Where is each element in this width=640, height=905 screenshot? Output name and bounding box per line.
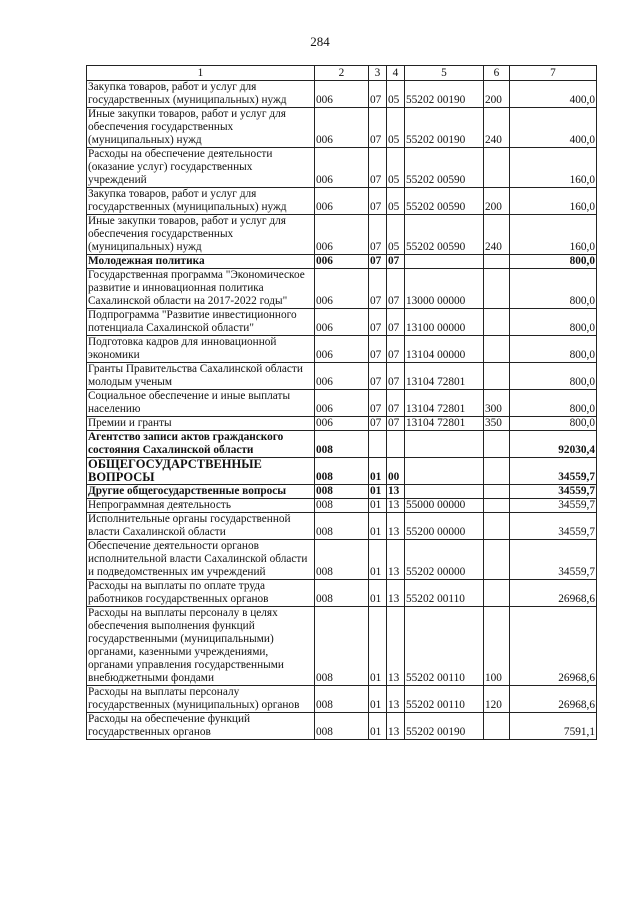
row-name-cell: ОБЩЕГОСУДАРСТВЕННЫЕ ВОПРОСЫ xyxy=(87,458,315,485)
subsection-code-cell: 07 xyxy=(387,390,405,417)
ministry-code-cell: 008 xyxy=(315,431,369,458)
target-article-cell: 55202 00590 xyxy=(405,215,484,255)
subsection-code-cell: 07 xyxy=(387,309,405,336)
amount-cell: 800,0 xyxy=(510,363,597,390)
section-code-cell: 01 xyxy=(369,607,387,686)
row-name-cell: Государственная программа "Экономическое развитие и инновационная политика Сахалинской области на 2017-2022 годы" xyxy=(87,269,315,309)
section-code-cell: 07 xyxy=(369,255,387,269)
target-article-cell: 13104 00000 xyxy=(405,336,484,363)
target-article-cell: 55000 00000 xyxy=(405,499,484,513)
expense-type-cell xyxy=(484,580,510,607)
section-code-cell: 07 xyxy=(369,188,387,215)
target-article-cell xyxy=(405,431,484,458)
target-article-cell: 55200 00000 xyxy=(405,513,484,540)
expense-type-cell xyxy=(484,431,510,458)
section-code-cell: 07 xyxy=(369,81,387,108)
amount-cell: 160,0 xyxy=(510,188,597,215)
subsection-code-cell: 13 xyxy=(387,540,405,580)
expense-type-cell xyxy=(484,713,510,740)
amount-cell: 800,0 xyxy=(510,336,597,363)
row-name-cell: Расходы на выплаты персоналу в целях обеспечения выполнения функций государственными (муниципальными) органами, казенными учреждениями, органами управления государственными внебюджетными фондами xyxy=(87,607,315,686)
amount-cell: 34559,7 xyxy=(510,458,597,485)
subsection-code-cell: 05 xyxy=(387,188,405,215)
subsection-code-cell: 07 xyxy=(387,269,405,309)
amount-cell: 26968,6 xyxy=(510,607,597,686)
amount-cell: 26968,6 xyxy=(510,580,597,607)
ministry-code-cell: 008 xyxy=(315,485,369,499)
header-cell: 2 xyxy=(315,66,369,81)
ministry-code-cell: 006 xyxy=(315,309,369,336)
amount-cell: 160,0 xyxy=(510,148,597,188)
header-cell: 4 xyxy=(387,66,405,81)
table-row xyxy=(87,81,597,108)
amount-cell: 400,0 xyxy=(510,108,597,148)
table-row xyxy=(87,390,597,417)
amount-cell: 800,0 xyxy=(510,255,597,269)
amount-cell: 800,0 xyxy=(510,309,597,336)
table-row xyxy=(87,499,597,513)
subsection-code-cell: 13 xyxy=(387,686,405,713)
amount-cell: 7591,1 xyxy=(510,713,597,740)
expense-type-cell xyxy=(484,336,510,363)
target-article-cell: 55202 00590 xyxy=(405,188,484,215)
row-name-cell: Премии и гранты xyxy=(87,417,315,431)
expense-type-cell xyxy=(484,309,510,336)
table-row xyxy=(87,713,597,740)
section-code-cell: 07 xyxy=(369,148,387,188)
table-row xyxy=(87,215,597,255)
table-row xyxy=(87,336,597,363)
row-name-cell: Закупка товаров, работ и услуг для государственных (муниципальных) нужд xyxy=(87,81,315,108)
ministry-code-cell: 008 xyxy=(315,499,369,513)
table-row xyxy=(87,188,597,215)
subsection-code-cell: 13 xyxy=(387,607,405,686)
section-code-cell: 01 xyxy=(369,540,387,580)
expense-type-cell: 300 xyxy=(484,390,510,417)
section-code-cell: 07 xyxy=(369,390,387,417)
expense-type-cell xyxy=(484,255,510,269)
expense-type-cell: 200 xyxy=(484,188,510,215)
section-code-cell: 01 xyxy=(369,513,387,540)
table-row xyxy=(87,108,597,148)
row-name-cell: Расходы на обеспечение деятельности (оказание услуг) государственных учреждений xyxy=(87,148,315,188)
subsection-code-cell: 13 xyxy=(387,499,405,513)
amount-cell: 800,0 xyxy=(510,269,597,309)
ministry-code-cell: 006 xyxy=(315,363,369,390)
table-row xyxy=(87,580,597,607)
expense-type-cell xyxy=(484,458,510,485)
header-cell: 5 xyxy=(405,66,484,81)
ministry-code-cell: 008 xyxy=(315,580,369,607)
target-article-cell xyxy=(405,255,484,269)
header-cell: 6 xyxy=(484,66,510,81)
amount-cell: 34559,7 xyxy=(510,499,597,513)
section-code-cell: 01 xyxy=(369,458,387,485)
section-code-cell: 07 xyxy=(369,336,387,363)
row-name-cell: Исполнительные органы государственной власти Сахалинской области xyxy=(87,513,315,540)
subsection-code-cell: 13 xyxy=(387,485,405,499)
subsection-code-cell: 05 xyxy=(387,215,405,255)
row-name-cell: Иные закупки товаров, работ и услуг для обеспечения государственных (муниципальных) нужд xyxy=(87,108,315,148)
expense-type-cell: 240 xyxy=(484,215,510,255)
table-row xyxy=(87,686,597,713)
section-code-cell: 07 xyxy=(369,363,387,390)
section-code-cell: 01 xyxy=(369,713,387,740)
subsection-code-cell xyxy=(387,431,405,458)
row-name-cell: Молодежная политика xyxy=(87,255,315,269)
table-header-row xyxy=(87,66,597,81)
ministry-code-cell: 006 xyxy=(315,417,369,431)
target-article-cell: 55202 00110 xyxy=(405,580,484,607)
section-code-cell: 07 xyxy=(369,269,387,309)
table-row xyxy=(87,513,597,540)
section-code-cell: 07 xyxy=(369,108,387,148)
expense-type-cell: 240 xyxy=(484,108,510,148)
target-article-cell: 13104 72801 xyxy=(405,390,484,417)
row-name-cell: Обеспечение деятельности органов исполнительной власти Сахалинской области и подведомственных им учреждений xyxy=(87,540,315,580)
target-article-cell: 13104 72801 xyxy=(405,363,484,390)
header-cell: 3 xyxy=(369,66,387,81)
target-article-cell: 13100 00000 xyxy=(405,309,484,336)
row-name-cell: Подпрограмма "Развитие инвестиционного потенциала Сахалинской области" xyxy=(87,309,315,336)
amount-cell: 34559,7 xyxy=(510,485,597,499)
row-name-cell: Расходы на обеспечение функций государственных органов xyxy=(87,713,315,740)
page-number: 284 xyxy=(310,34,330,49)
target-article-cell: 55202 00000 xyxy=(405,540,484,580)
amount-cell: 800,0 xyxy=(510,390,597,417)
subsection-code-cell: 13 xyxy=(387,713,405,740)
target-article-cell: 55202 00190 xyxy=(405,108,484,148)
subsection-code-cell: 05 xyxy=(387,108,405,148)
subsection-code-cell: 13 xyxy=(387,580,405,607)
row-name-cell: Другие общегосударственные вопросы xyxy=(87,485,315,499)
section-code-cell: 01 xyxy=(369,580,387,607)
section-code-cell: 07 xyxy=(369,215,387,255)
table-row xyxy=(87,485,597,499)
ministry-code-cell: 006 xyxy=(315,148,369,188)
amount-cell: 400,0 xyxy=(510,81,597,108)
table-row xyxy=(87,607,597,686)
subsection-code-cell: 07 xyxy=(387,363,405,390)
row-name-cell: Закупка товаров, работ и услуг для государственных (муниципальных) нужд xyxy=(87,188,315,215)
subsection-code-cell: 13 xyxy=(387,513,405,540)
target-article-cell: 55202 00190 xyxy=(405,713,484,740)
ministry-code-cell: 006 xyxy=(315,81,369,108)
amount-cell: 800,0 xyxy=(510,417,597,431)
amount-cell: 34559,7 xyxy=(510,540,597,580)
amount-cell: 34559,7 xyxy=(510,513,597,540)
row-name-cell: Расходы на выплаты персоналу государственных (муниципальных) органов xyxy=(87,686,315,713)
subsection-code-cell: 07 xyxy=(387,255,405,269)
section-code-cell xyxy=(369,431,387,458)
expense-type-cell xyxy=(484,269,510,309)
section-code-cell: 01 xyxy=(369,499,387,513)
row-name-cell: Непрограммная деятельность xyxy=(87,499,315,513)
expense-type-cell xyxy=(484,499,510,513)
amount-cell: 92030,4 xyxy=(510,431,597,458)
ministry-code-cell: 006 xyxy=(315,215,369,255)
subsection-code-cell: 05 xyxy=(387,81,405,108)
ministry-code-cell: 006 xyxy=(315,188,369,215)
row-name-cell: Агентство записи актов гражданского состояния Сахалинской области xyxy=(87,431,315,458)
expense-type-cell xyxy=(484,485,510,499)
target-article-cell: 55202 00110 xyxy=(405,607,484,686)
subsection-code-cell: 00 xyxy=(387,458,405,485)
target-article-cell: 13000 00000 xyxy=(405,269,484,309)
table-row xyxy=(87,255,597,269)
amount-cell: 26968,6 xyxy=(510,686,597,713)
ministry-code-cell: 008 xyxy=(315,713,369,740)
expense-type-cell: 200 xyxy=(484,81,510,108)
row-name-cell: Иные закупки товаров, работ и услуг для обеспечения государственных (муниципальных) нужд xyxy=(87,215,315,255)
table-row xyxy=(87,363,597,390)
table-row xyxy=(87,148,597,188)
section-code-cell: 07 xyxy=(369,309,387,336)
section-code-cell: 01 xyxy=(369,686,387,713)
target-article-cell: 55202 00190 xyxy=(405,81,484,108)
expense-type-cell xyxy=(484,513,510,540)
section-code-cell: 01 xyxy=(369,485,387,499)
subsection-code-cell: 05 xyxy=(387,148,405,188)
table-row xyxy=(87,540,597,580)
ministry-code-cell: 008 xyxy=(315,513,369,540)
target-article-cell: 55202 00110 xyxy=(405,686,484,713)
row-name-cell: Расходы на выплаты по оплате труда работников государственных органов xyxy=(87,580,315,607)
table-row xyxy=(87,309,597,336)
ministry-code-cell: 006 xyxy=(315,108,369,148)
row-name-cell: Гранты Правительства Сахалинской области молодым ученым xyxy=(87,363,315,390)
amount-cell: 160,0 xyxy=(510,215,597,255)
section-code-cell: 07 xyxy=(369,417,387,431)
header-cell: 7 xyxy=(510,66,597,81)
ministry-code-cell: 008 xyxy=(315,686,369,713)
table-row xyxy=(87,458,597,485)
expense-type-cell xyxy=(484,363,510,390)
table-row xyxy=(87,431,597,458)
target-article-cell xyxy=(405,458,484,485)
ministry-code-cell: 006 xyxy=(315,255,369,269)
ministry-code-cell: 006 xyxy=(315,269,369,309)
ministry-code-cell: 008 xyxy=(315,607,369,686)
table-row xyxy=(87,269,597,309)
row-name-cell: Социальное обеспечение и иные выплаты населению xyxy=(87,390,315,417)
expense-type-cell: 350 xyxy=(484,417,510,431)
ministry-code-cell: 006 xyxy=(315,390,369,417)
ministry-code-cell: 008 xyxy=(315,458,369,485)
subsection-code-cell: 07 xyxy=(387,336,405,363)
expense-type-cell xyxy=(484,148,510,188)
target-article-cell xyxy=(405,485,484,499)
target-article-cell: 55202 00590 xyxy=(405,148,484,188)
table-row xyxy=(87,417,597,431)
ministry-code-cell: 006 xyxy=(315,336,369,363)
row-name-cell: Подготовка кадров для инновационной экономики xyxy=(87,336,315,363)
expense-type-cell xyxy=(484,540,510,580)
header-cell: 1 xyxy=(87,66,315,81)
subsection-code-cell: 07 xyxy=(387,417,405,431)
expense-type-cell: 100 xyxy=(484,607,510,686)
budget-table xyxy=(86,65,597,740)
ministry-code-cell: 008 xyxy=(315,540,369,580)
expense-type-cell: 120 xyxy=(484,686,510,713)
target-article-cell: 13104 72801 xyxy=(405,417,484,431)
